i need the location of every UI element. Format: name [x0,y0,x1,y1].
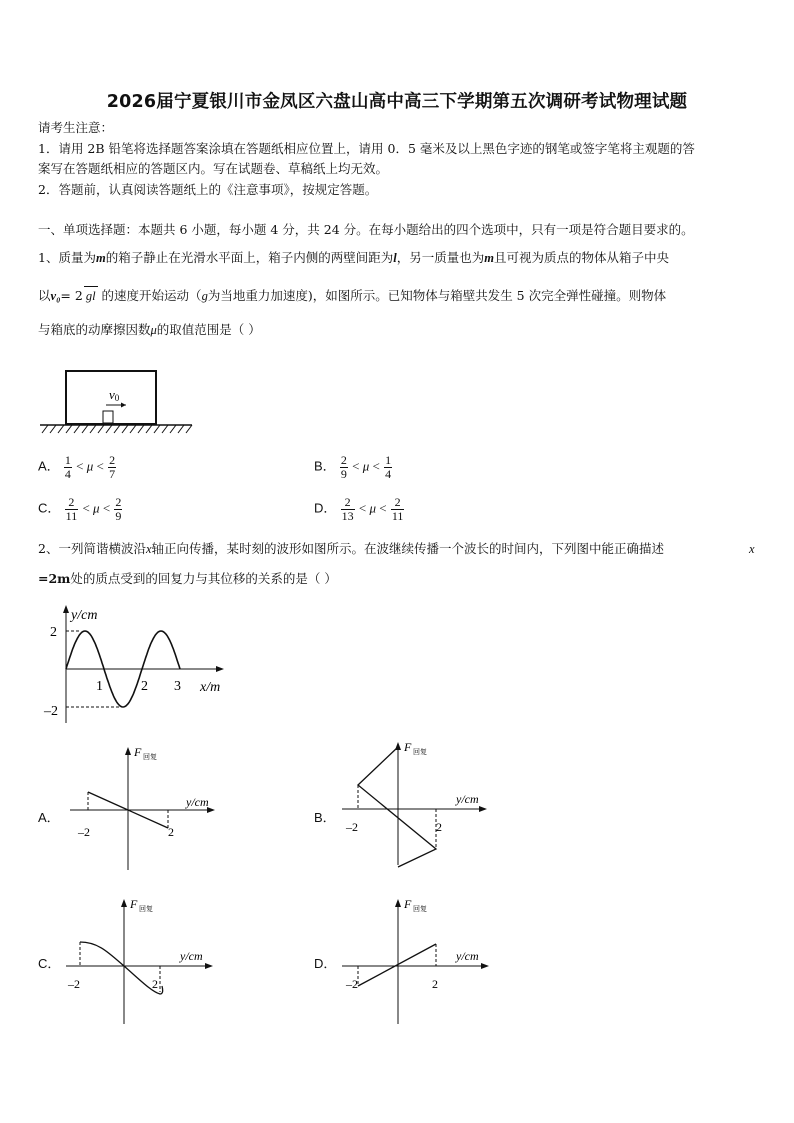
q1-text: 且可视为质点的物体从箱子中央 [493,250,669,265]
q2-line-1 [38,540,664,558]
less-than: < [96,458,104,474]
less-than: < [102,500,111,516]
q2-text: 处的质点受到的回复力与其位移的关系的是（ ） [70,571,337,586]
wave-y-bottom: –2 [44,704,58,719]
option-label: A． [38,458,60,474]
graph-b-line [358,747,436,867]
graph-d-neg-tick: –2 [346,977,358,991]
lower-fraction: $\frac{2}{11}$ [65,495,78,523]
graph-d-line [358,944,436,986]
wave-figure [36,603,236,727]
wave-x-tick-2: 2 [141,679,148,694]
option-label: B． [314,458,336,474]
q1-var-v0: v₀ [50,289,61,303]
graph-a-f-sub: 回复 [143,753,157,761]
section-heading: 一、单项选择题：本题共 6 小题，每小题 4 分，共 24 分。在每小题给出的四个选项中，只有一项是符合题目要求的。 [38,222,694,237]
page-title: 2026届宁夏银川市金凤区六盘山高中高三下学期第五次调研考试物理试题 [106,92,688,112]
graph-d-f-label: F [404,897,412,911]
graph-a-f-label: F [134,745,142,759]
q2-var-x: x [145,542,152,556]
wave-y-top: 2 [50,625,57,640]
upper-fraction: $\frac{2}{9}$ [115,495,122,523]
notice-item-2: 2．答题前，认真阅读答题纸上的《注意事项》，按规定答题。 [38,182,378,197]
wave-x-arrowhead [216,666,224,672]
q1-var-m: m [95,251,106,265]
wave-ylabel: y/cm [71,608,98,623]
q1-equals: = 2 [60,288,83,303]
less-than: < [358,500,367,516]
q1-option-c[interactable] [38,496,123,523]
mu-symbol: μ [369,500,377,516]
q1-text: 以 [38,288,51,303]
q1-text: 为当地重力加速度)，如图所示。已知物体与箱壁共发生 5 次完全弹性碰撞。则物体 [207,288,667,303]
option-label: D． [314,500,337,516]
q1-var-mu: μ [150,323,157,337]
graph-c-f-sub: 回复 [139,905,153,913]
q1-text: 与箱底的动摩擦因数 [38,322,151,337]
sqrt-radical [84,286,98,305]
graph-b-pos-tick: 2 [436,820,442,834]
q1-text: 的箱子静止在光滑水平面上，箱子内侧的两壁间距为 [105,250,394,265]
lower-fraction: $\frac{2}{13}$ [341,495,354,523]
graph-c-f-label: F [130,897,138,911]
graph-d-pos-tick: 2 [432,977,438,991]
graph-b-f-sub: 回复 [413,748,427,756]
q2-option-b-label[interactable]: B． [314,810,336,825]
q1-text: 1、质量为 [38,250,96,265]
q1-line-2 [38,286,666,305]
q1-var-m: m [484,251,494,265]
q2-option-a-label[interactable]: A． [38,810,60,825]
wave-xlabel: x/m [200,680,221,695]
graph-d-axis-label: y/cm [456,949,479,963]
less-than: < [352,458,360,474]
q2-option-c-label[interactable]: C． [38,956,61,971]
graph-a-neg-tick: –2 [78,825,90,839]
less-than: < [372,458,380,474]
wave-y-arrowhead [63,605,69,613]
notice-heading: 请考生注意： [38,120,114,135]
q2-line-2 [38,570,337,588]
q1-var-l: l [393,251,397,265]
graph-c-pos-tick: 2 [152,977,158,991]
upper-fraction: $\frac{2}{11}$ [391,495,404,523]
graph-b-axis-label: y/cm [456,792,479,806]
q2-graph-b[interactable] [338,737,498,869]
q2-var-x-end: x [749,542,755,556]
q1-option-d[interactable] [314,496,405,523]
q2-option-d-label[interactable]: D． [314,956,337,971]
graph-a-pos-tick: 2 [168,825,174,839]
less-than: < [76,458,84,474]
graph-c-curve [80,942,163,994]
q1-option-b[interactable] [314,454,393,481]
mu-symbol: μ [86,458,94,474]
q1-text: 的取值范围是（ ） [156,322,261,337]
graph-a-axis-label: y/cm [186,795,209,809]
upper-fraction: $\frac{2}{7}$ [109,453,116,481]
wave-x-tick-3: 3 [174,679,181,694]
q1-text: 的速度开始运动（ [101,288,202,303]
q2-graph-d[interactable] [338,894,498,1026]
wave-x-tick-1: 1 [96,679,103,694]
velocity-label: v0 [109,387,120,403]
less-than: < [82,500,90,516]
q1-var-gl: gl [85,289,96,303]
graph-b-f-label: F [404,740,412,754]
graph-c-neg-tick: –2 [68,977,80,991]
q1-var-g: g [201,289,208,303]
q1-text: ，另一质量也为 [396,250,485,265]
mu-symbol: μ [93,500,100,516]
q1-line-1 [38,249,669,267]
notice-item-1-line-1: 1．请用 2B 铅笔将选择题答案涂填在答题纸相应位置上，请用 0．5 毫米及以上黑色字迹的钢笔或签字笔将主观题的答 [38,141,695,156]
graph-d-f-sub: 回复 [413,905,427,913]
box-figure [36,365,196,437]
graph-b-neg-tick: –2 [346,820,358,834]
ground-hatching [42,425,192,433]
q2-graph-c[interactable] [62,894,222,1026]
small-block [103,411,113,423]
option-label: C． [38,500,61,516]
q2-text: 轴正向传播，某时刻的波形如图所示。在波继续传播一个波长的时间内，下列图中能正确描述 [151,541,665,556]
q1-line-3 [38,321,261,339]
q2-text: 2、一列简谐横波沿 [38,541,146,556]
mu-symbol: μ [362,458,370,474]
less-than: < [379,500,387,516]
velocity-arrowhead [121,403,126,408]
lower-fraction: $\frac{2}{9}$ [340,453,347,481]
q1-option-a[interactable] [38,454,117,481]
graph-c-axis-label: y/cm [180,949,203,963]
upper-fraction: $\frac{1}{4}$ [385,453,392,481]
lower-fraction: $\frac{1}{4}$ [64,453,71,481]
q2-position: =2m [38,571,71,586]
notice-item-1-line-2: 案写在答题纸相应的答题区内。写在试题卷、草稿纸上均无效。 [38,161,389,176]
q2-graph-a[interactable] [64,742,224,874]
